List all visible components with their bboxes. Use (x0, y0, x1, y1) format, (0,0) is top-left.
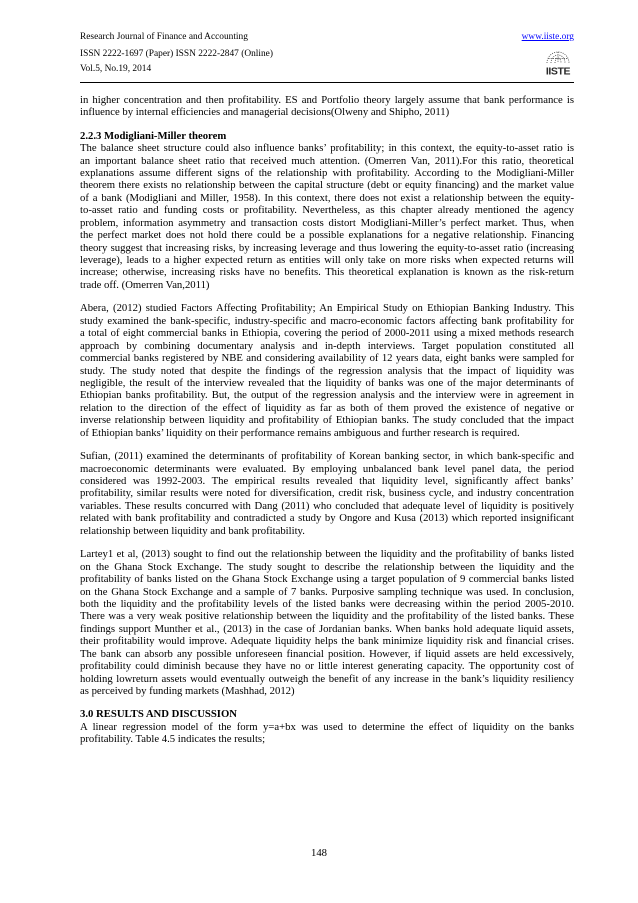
text-line: findings support Munther et al., (2013) in the case of Jordanian banks. When banks hold adequate liquid assets, (80, 622, 574, 635)
text-line: study examined the bank-specific, industry-specific and macro-economic factors affecting bank profitability for (80, 314, 574, 327)
text-line: negligible, the result of the interview revealed that the liquidity of banks was one of the major determinants of (80, 376, 574, 389)
text-line: in higher concentration and then profitability. ES and Portfolio theory largely assume that bank performance is (80, 93, 574, 106)
text-line: influence by internal efficiencies and managerial decisions(Olweny and Shipho, 2011) (80, 106, 450, 119)
text-line: study. The study noted that despite the findings of the regression analysis that the impact of liquidity was (80, 364, 574, 377)
website-link[interactable]: www.iiste.org (521, 32, 574, 42)
text-line: Abera, (2012) studied Factors Affecting Profitability; An Empirical Study on Ethiopian Banking Industry. This (80, 302, 574, 315)
issn-line: ISSN 2222-1697 (Paper) ISSN 2222-2847 (Online) (80, 49, 273, 59)
text-line: the perfect market does not hold there could be a possible explanations for a negative relationship. Financing (80, 229, 574, 242)
paragraph-abera (80, 302, 574, 439)
text-line: an important balance sheet ratio that received much attention. (Omerren Van, 2011).For this ratio, theoretical (80, 154, 574, 167)
page-number: 148 (310, 847, 328, 859)
logo-text: IISTE (545, 65, 571, 78)
text-line: related with bank profitability and contradicted a study by Ongore and Kusa (2013) which reported insignificant (80, 512, 574, 525)
paragraph-sufian (80, 450, 574, 537)
journal-title: Research Journal of Finance and Accounting (80, 32, 248, 42)
text-line: profitability, similar results were noted for diversification, credit risk, business cycle, and industry concentration (80, 487, 574, 500)
globe-icon (547, 52, 569, 63)
text-line: profitability. Table 4.5 indicates the results; (80, 733, 266, 746)
text-line: commercial banks registered by NBE and considering availability of 12 years data, eight banks were sampled for (80, 352, 574, 365)
text-line: as perceived by funding markets (Mashhad, 2012) (80, 685, 295, 698)
paragraph-continued (80, 94, 574, 119)
text-line: to-asset ratio and funding costs or profitability. Nevertheless, as this chapter already mentioned the agency (80, 204, 574, 217)
text-line: A linear regression model of the form y=a+bx was used to determine the effect of liquidity on the banks (80, 720, 574, 733)
text-line: The balance sheet structure could also influence banks’ profitability; in this context, the equity-to-asset ratio is (80, 142, 574, 155)
volume-line: Vol.5, No.19, 2014 (80, 64, 152, 74)
text-line: variables. These results concurred with Dang (2011) who concluded that adequate level of liquidity is positively (80, 499, 574, 512)
text-line: theory suggest that increasing risks, by increasing leverage and thus lowering the equity-to-asset ratio (increasing (80, 241, 574, 254)
text-line: profitability of banks listed on the Ghana Stock Exchange using a target population of 9 commercial banks listed (80, 573, 574, 586)
text-line: problem, information asymmetry and transaction costs distort Modigliani-Miller’s perfect market. Thus, when (80, 216, 574, 229)
text-line: The bank can absorb any possible unforeseen financial position. However, if liquid assets are held excessively, (80, 647, 574, 660)
text-line: Lartey1 et al, (2013) sought to find out the relationship between the liquidity and the profitability of banks listed (80, 548, 574, 561)
header-rule (80, 82, 574, 83)
text-line: of a bank (Modigliani and Miller, 1958). In this context, there does not exist a relationship between the equity- (80, 191, 574, 204)
text-line: increase; otherwise, increasing risks have no benefits. This theoretical explanation is known as the risk-return (80, 266, 574, 279)
text-line: trade off. (Omerren Van,2011) (80, 278, 210, 291)
text-line: leverage), leads to a higher expected return as entities will only take on more risks when expected returns will (80, 254, 574, 267)
text-line: of Ethiopian banks’ liquidity on their performance remains ambiguous and further research is required. (80, 426, 520, 439)
text-line: profitability could diminish because they have no or little interest generating capacity. The opportunity cost of (80, 660, 574, 673)
section-modigliani-miller (80, 130, 574, 292)
text-line: relationship between liquidity and bank profitability. (80, 524, 305, 537)
text-line: inverse relationship between liquidity and profitability of Ethiopian banks. The study concluded that the impact (80, 414, 574, 427)
text-line: Sufian, (2011) examined the determinants of profitability of Korean banking sector, in which bank-specific and (80, 450, 574, 463)
text-line: explanations assume different signs of the relationship with profitability. According to the Modigliani-Miller (80, 166, 574, 179)
text-line: their profitability would improve. Adequate liquidity helps the bank minimize liquidity risk and financial crises. (80, 635, 574, 648)
text-line: theorem there exists no relationship between the capital structure (debt or equity financing) and the market value (80, 179, 574, 192)
text-line: holding lowreturn assets would eventually outweigh the benefit of any increase in the bank’s liquidity resiliency (80, 672, 574, 685)
text-line: a total of eight commercial banks in Ethiopia, covering the period of 2000-2011 using a mixed methods research (80, 327, 574, 340)
text-line: approach by combining documentary analysis and in-depth interviews. Target population constituted all (80, 339, 574, 352)
section-heading: 3.0 RESULTS AND DISCUSSION (80, 708, 238, 721)
article-body (80, 94, 574, 746)
text-line: on the Ghana Stock Exchange. The study sought to describe the relationship between the liquidity and the (80, 560, 574, 573)
text-line: Ethiopian banks profitability. But, the output of the regression analysis and the interview were in agreement in (80, 389, 574, 402)
iiste-logo (541, 44, 575, 78)
text-line: relation to the direction of the effect of liquidity as far as both of them proved the existence of negative or (80, 401, 574, 414)
section-results (80, 708, 574, 745)
paragraph-lartey (80, 548, 574, 697)
text-line: macroeconomic determinants were evaluated. By employing unbalanced bank level panel data, the period (80, 462, 574, 475)
text-line: both the liquidity and the profitability levels of the listed banks were decreasing within the period 2005-2010. (80, 597, 574, 610)
text-line: on the Ghana Stock Exchange and a sample of 7 banks. Purposive sampling technique was used. In conclusion, (80, 585, 574, 598)
text-line: There was a very weak positive relationship between the liquidity and the profitability of the listed banks. These (80, 610, 574, 623)
text-line: considered was 1992-2003. The empirical results revealed that liquidity level, significantly affect banks’ (80, 475, 574, 488)
section-heading: 2.2.3 Modigliani-Miller theorem (80, 129, 227, 142)
